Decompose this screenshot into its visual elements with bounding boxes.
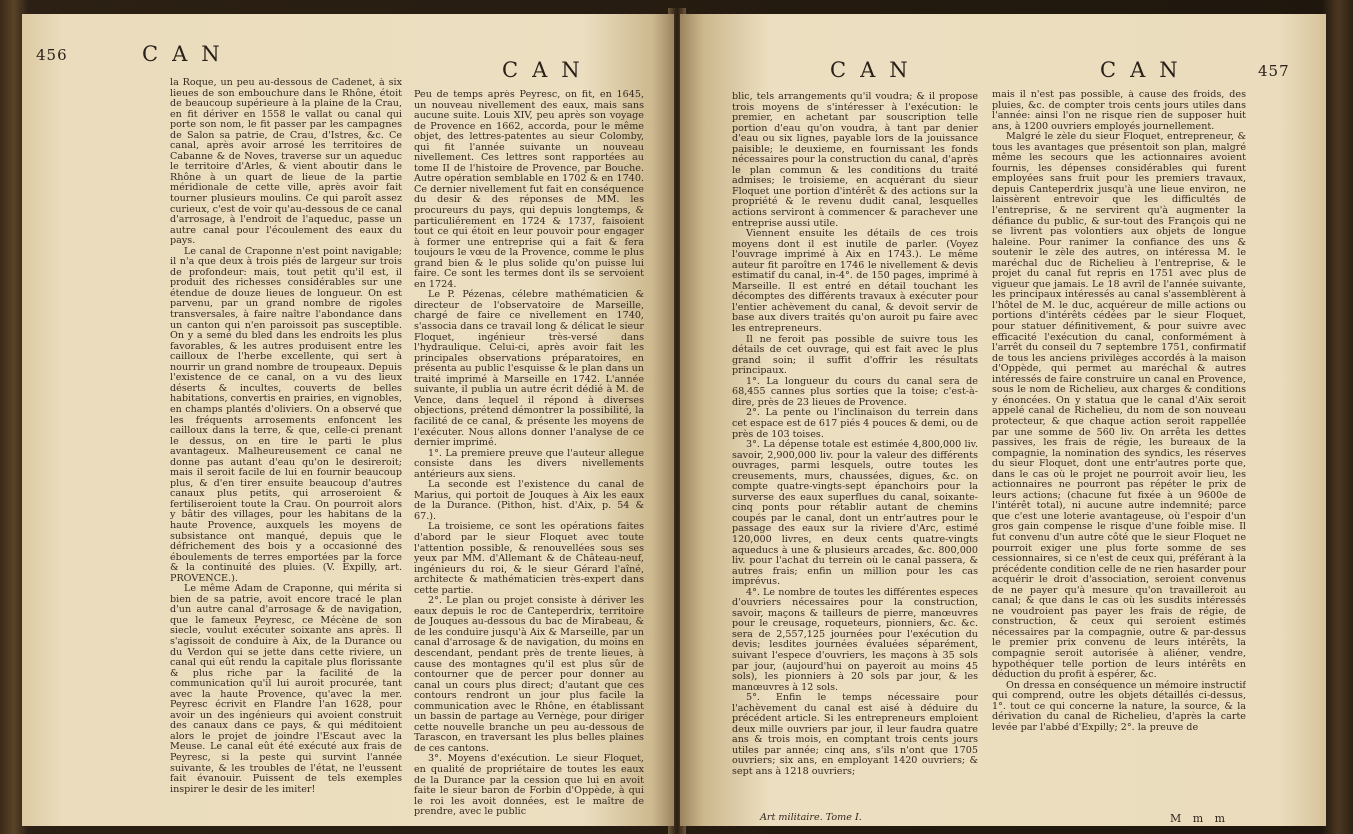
paragraph: 2°. Le plan ou projet consiste à dériver les eaux depuis le roc de Canteperdrix, territoire de Jouques au-dessous du bac de Mirabeau, & de les conduire jusqu'à Aix & Marseille, par un canal d'arrosage & de navigation, du moins en descendant, pendant près de trente lieues, à cause des montagnes qu'il est plus sûr de contourner que de percer pour donner au canal un cours plus direct; d'autant que ces contours rendront un jour plus facile la communication avec le Rhône, en établissant un bassin de partage au Vernège, pour diriger cette nouvelle branche un peu au-dessous de Tarascon, en traversant les plus belles plaines de ces cantons.: [414, 595, 644, 754]
footer-volume-title: Art militaire. Tome I.: [760, 812, 862, 823]
left-page: [22, 14, 674, 826]
paragraph: blic, tels arrangements qu'il voudra; & il propose trois moyens de s'intéresser à l'exécution: le premier, en achetant par souscription telle portion d'eau qu'on voudra, à tant par denier d'eau ou six lignes, payable lors de la jouissance paisible; le deuxieme, en fournissant les fonds nécessaires pour la construction du canal, d'après le plan commun & les conditions du traité admises; le troisieme, en acquérant du sieur Floquet une portion d'intérêt & des actions sur la propriété & le revenu dudit canal, lesquelles actions serviront à commencer & parachever une entreprise aussi utile.: [732, 92, 978, 229]
paragraph: 3°. La dépense totale est estimée 4,800,000 liv. savoir, 2,900,000 liv. pour la valeur des différents ouvrages, parmi lesquels, outre toutes les creusements, murs, chaussées, digues, &c. on compte quatre-vingts-sept épanchoirs pour la surverse des eaux superflues du canal, soixante-cinq ponts pour rétablir autant de chemins coupés par le canal, dont un entr'autres pour le passage des eaux sur la riviere d'Arc, estimé 120,000 livres, en deux cents quatre-vingts aqueducs à une & plusieurs arcades, &c. 800,000 liv. pour l'achat du terrein où le canal passera, & autres frais; enfin un million pour les cas imprévus.: [732, 439, 978, 588]
paragraph: 1°. La longueur du cours du canal sera de 68,455 cannes plus sorties que la toise; c'est-à-dire, près de 23 lieues de Provence.: [732, 375, 978, 408]
right-column-2: [992, 90, 1246, 812]
paragraph: 3°. Moyens d'exécution. Le sieur Floquet, en qualité de propriétaire de toutes les eaux de la Durance par la cession que lui en avoit faite le sieur baron de Forbin d'Oppède, à qui le roi les avoit données, est le maître de prendre, avec le public: [414, 753, 644, 818]
left-running-head: CAN: [142, 42, 234, 66]
paragraph: Malgré le zèle du sieur Floquet, entrepreneur, & tous les avantages que présentoit son plan, malgré même les secours que les actionnaires avoient fournis, les dépenses considérables qui furent employées sans fruit pour les premiers travaux, depuis Canteperdrix jusqu'à une lieue environ, ne laissèrent entrevoir que les difficultés de l'entreprise, & ne servirent qu'à augmenter la défiance du public, & sur-tout des François qui ne se livrent pas volontiers aux objets de longue haleine. Pour ranimer la confiance des uns & soutenir le zèle des autres, on intéressa M. le maréchal duc de Richelieu à l'entreprise, & le projet du canal fut repris en 1751 avec plus de vigueur que jamais. Le 18 avril de l'année suivante, les principaux intéressés au canal s'assemblèrent à l'hôtel de M. le duc, acquéreur de mille actions ou portions d'intérêts cédées par le sieur Floquet, pour statuer définitivement, & pour suivre avec efficacité l'exécution du canal, conformément à l'arrêt du conseil du 7 septembre 1751, confirmatif de tous les anciens privilèges accordés à la maison d'Oppède, qui permet au maréchal & autres intéressés de faire construire un canal en Provence, sous le nom de Richelieu, aux charges & conditions y énoncées. On y statua que le canal d'Aix seroit appelé canal de Richelieu, du nom de son nouveau protecteur, & que chaque action seroit rappellée par une somme de 560 liv. On arrêta les dettes passives, les frais de régie, les bureaux de la compagnie, la nomination des syndics, les réserves du sieur Floquet, dont une entr'autres porte que, dans le cas où le projet ne pourroit avoir lieu, les actionnaires ne pourront pas répéter le prix de leurs actions; (chacune fut fixée à un 9600e de l'intérêt total), ni aucune autre indemnité; parce que c'est une loterie avantageuse, où l'espoir d'un gros gain compense le risque d'une foible mise. Il fut convenu d'un autre côté que le sieur Floquet ne pourroit exiger une plus forte somme de ses cessionnaires, si ce n'est de ceux qui, préférant à la précédente condition celle de ne rien hasarder pour acquérir le droit d'association, seroient convenus de ne payer qu'à mesure qu'on travailleroit au canal; & que dans le cas où les susdits intéressés ne voudroient pas payer les frais de régie, de construction, & ceux qui seroient estimés nécessaires par la compagnie, outre & par-dessus le premier prix convenu de leurs intérêts, la compagnie seroit autorisée à aliéner, vendre, hypothéquer telle portion de leurs intérêts en déduction du profit à espérer, &c.: [992, 131, 1246, 681]
right-running-head-right: CAN: [1100, 58, 1192, 82]
signature-mark: M m m: [1170, 812, 1230, 825]
left-running-head-center: CAN: [502, 58, 594, 82]
left-column-2: [414, 90, 644, 826]
paragraph: Le canal de Craponne n'est point navigable; il n'a que deux à trois piés de largeur sur trois de profondeur: mais, tout petit qu'il est, il produit des richesses considérables sur une étendue de douze lieues de longueur. On est parvenu, par un grand nombre de rigoles transversales, à faire naître l'abondance dans un canton qui n'en paroissoit pas susceptible. On y a semé du bled dans les endroits les plus favorables, & les autres produisent entre les cailloux de l'herbe excellente, qui sert à nourrir un grand nombre de troupeaux. Depuis l'existence de ce canal, on a vu des lieux déserts & incultes, couverts de belles habitations, convertis en prairies, en vignobles, en champs plantés d'oliviers. On a observé que les fréquents arrosements enfoncent les cailloux dans la terre, & que, celle-ci prenant le dessus, on en tire le parti le plus avantageux. Malheureusement ce canal ne donne pas autant d'eau qu'on le desireroit; mais il seroit facile de lui en fournir beaucoup plus, & d'en tirer ensuite beaucoup d'autres canaux plus petits, qui arroseroient & fertiliseroient toute la Crau. On pourroit alors y bâtir des villages, pour les habitans de la haute Provence, auxquels les moyens de subsistance ont manqué, depuis que le défrichement des bois y a occasionné des éboulements de terres emportées par la force & la continuité des pluies. (V. Expilly, art. PROVENCE.).: [170, 245, 402, 584]
left-column-1: [170, 78, 402, 818]
paragraph: On dressa en conséquence un mémoire instructif qui comprend, outre les objets détaillés ci-dessus, 1°. tout ce qui concerne la nature, la source, & la dérivation du canal de Richelieu, d'après la carte levée par l'abbé d'Expilly; 2°. la preuve de: [992, 679, 1246, 733]
right-page: [680, 14, 1326, 826]
paragraph: 4°. Le nombre de toutes les différentes especes d'ouvriers nécessaires pour la construction, savoir, maçons & tailleurs de pierre, manœuvres pour le creusage, roqueteurs, pionniers, &c. &c. sera de 2,557,125 journées pour l'exécution du devis; lesdites journées évaluées séparément, suivant l'espece d'ouvriers, les maçons à 35 sols par jour, (aujourd'hui on payeroit au moins 45 sols), les pionniers à 20 sols par jour, & les manœuvres à 12 sols.: [732, 586, 978, 693]
paragraph: Il ne feroit pas possible de suivre tous les détails de cet ouvrage, qui est fait avec le plus grand soin; il suffit d'offrir les résultats principaux.: [732, 333, 978, 377]
paragraph: la Roque, un peu au-dessous de Cadenet, à six lieues de son embouchure dans le Rhône, étoit de beaucoup supérieure à la plaine de la Crau, en fit dériver en 1558 le vallat ou canal qui porte son nom, le fit passer par les campagnes de Salon sa patrie, de Crau, d'Istres, &c. Ce canal, après avoir arrosé les territoires de Cabanne & de Noves, traverse sur un aqueduc le territoire d'Arles, & vient aboutir dans le Rhône à un quart de lieue de la partie méridionale de cette ville, après avoir fait tourner plusieurs moulins. Ce qui paroît assez curieux, c'est de voir qu'au-dessous de ce canal d'arrosage, à l'endroit de l'aqueduc, passe un autre canal pour l'écoulement des eaux du pays.: [170, 78, 402, 247]
right-page-number: 457: [1258, 62, 1290, 80]
paragraph: mais il n'est pas possible, à cause des froids, des pluies, &c. de compter trois cents jours utiles dans l'année: ainsi l'on ne risque rien de supposer huit ans, à 1200 ouvriers employés journellement.: [992, 90, 1246, 132]
right-running-head-left: CAN: [830, 58, 922, 82]
paragraph: 1°. La premiere preuve que l'auteur allegue consiste dans les divers nivellements antérieurs aux siens.: [414, 447, 644, 480]
paragraph: Viennent ensuite les détails de ces trois moyens dont il est inutile de parler. (Voyez l'ouvrage imprimé à Aix en 1743.). Le même auteur fit paroître en 1746 le nivellement & devis estimatif du canal, in-4°. de 150 pages, imprimé à Marseille. Il est entré en détail touchant les décomptes des différents travaux à exécuter pour l'entier achèvement du canal, & devoit servir de base aux divers traités qu'on auroit pu faire avec les entrepreneurs.: [732, 228, 978, 335]
paragraph: Le même Adam de Craponne, qui mérita si bien de sa patrie, avoit encore tracé le plan d'un autre canal d'arrosage & de navigation, que le fameux Peyresc, ce Mécène de son siecle, voulut exécuter soixante ans après. Il s'agissoit de conduire à Aix, de la Durance ou du Verdon qui se jette dans cette riviere, un canal qui eût rendu la capitale plus florissante & plus riche par la facilité de la communication qu'il lui auroit procurée, tant avec la haute Provence, qu'avec la mer. Peyresc écrivit en Flandre l'an 1628, pour avoir un des ingénieurs qui avoient construit des canaux dans ce pays, & qui méditoient alors le projet de joindre l'Escaut avec la Meuse. Le canal eût été exécuté aux frais de Peyresc, si la peste qui survint l'année suivante, & les troubles de l'état, ne l'eussent fait évanouir. Puissent de tels exemples inspirer le desir de les imiter!: [170, 583, 402, 795]
paragraph: 2°. La pente ou l'inclinaison du terrein dans cet espace est de 617 piés 4 pouces & demi, ou de près de 103 toises.: [732, 407, 978, 440]
paragraph: 5°. Enfin le temps nécessaire pour l'achèvement du canal est aisé à déduire du précédent article. Si les entrepreneurs emploient deux mille ouvriers par jour, il leur faudra quatre ans & trois mois, en comptant trois cents jours utiles par année; cinq ans, s'ils n'ont que 1705 ouvriers; six ans, en employant 1420 ouvriers; & sept ans à 1218 ouvriers;: [732, 692, 978, 777]
left-page-number: 456: [36, 46, 68, 64]
paragraph: Le P. Pézenas, célebre mathématicien & directeur de l'observatoire de Marseille, chargé de faire ce nivellement en 1740, s'associa dans ce travail long & délicat le sieur Floquet, ingénieur très-versé dans l'hydraulique. Celui-ci, après avoir fait les principales observations préparatoires, en présenta au public l'esquisse & le plan dans un traité imprimé à Marseille en 1742. L'année suivante, il publia un autre écrit dédié à M. de Vence, dans lequel il répond à diverses objections, prétend démontrer la possibilité, la facilité de ce canal, & présente les moyens de l'exécuter. Nous allons donner l'analyse de ce dernier imprimé.: [414, 289, 644, 449]
paragraph: Peu de temps après Peyresc, on fit, en 1645, un nouveau nivellement des eaux, mais sans aucune suite. Louis XIV, peu après son voyage de Provence en 1662, accorda, pour le même objet, des lettres-patentes au sieur Colomby, qui fit l'année suivante un nouveau nivellement. Ces lettres sont rapportées au tome II de l'histoire de Provence, par Bouche. Autre opération semblable en 1702 & en 1740. Ce dernier nivellement fut fait en conséquence du desir & des réponses de MM. les procureurs du pays, qui depuis longtemps, & particuliérement en 1724 & 1737, faisoient tout ce qui étoit en leur pouvoir pour engager à former une entreprise qui a fait & fera toujours le vœu de la Provence, comme le plus grand bien & le plus solide qu'on puisse lui faire. Ce sont les termes dont ils se servoient en 1724.: [414, 90, 644, 290]
paragraph: La seconde est l'existence du canal de Marius, qui portoit de Jouques à Aix les eaux de la Durance. (Pithon, hist. d'Aix, p. 54 & 67.).: [414, 479, 644, 522]
paragraph: La troisieme, ce sont les opérations faites d'abord par le sieur Floquet avec toute l'attention possible, & renouvellées sous ses yeux par MM. d'Allemant & de Château-neuf, ingénieurs du roi, & le sieur Gérard l'aîné, architecte & mathématicien très-expert dans cette partie.: [414, 521, 644, 596]
right-column-1: [732, 92, 978, 812]
